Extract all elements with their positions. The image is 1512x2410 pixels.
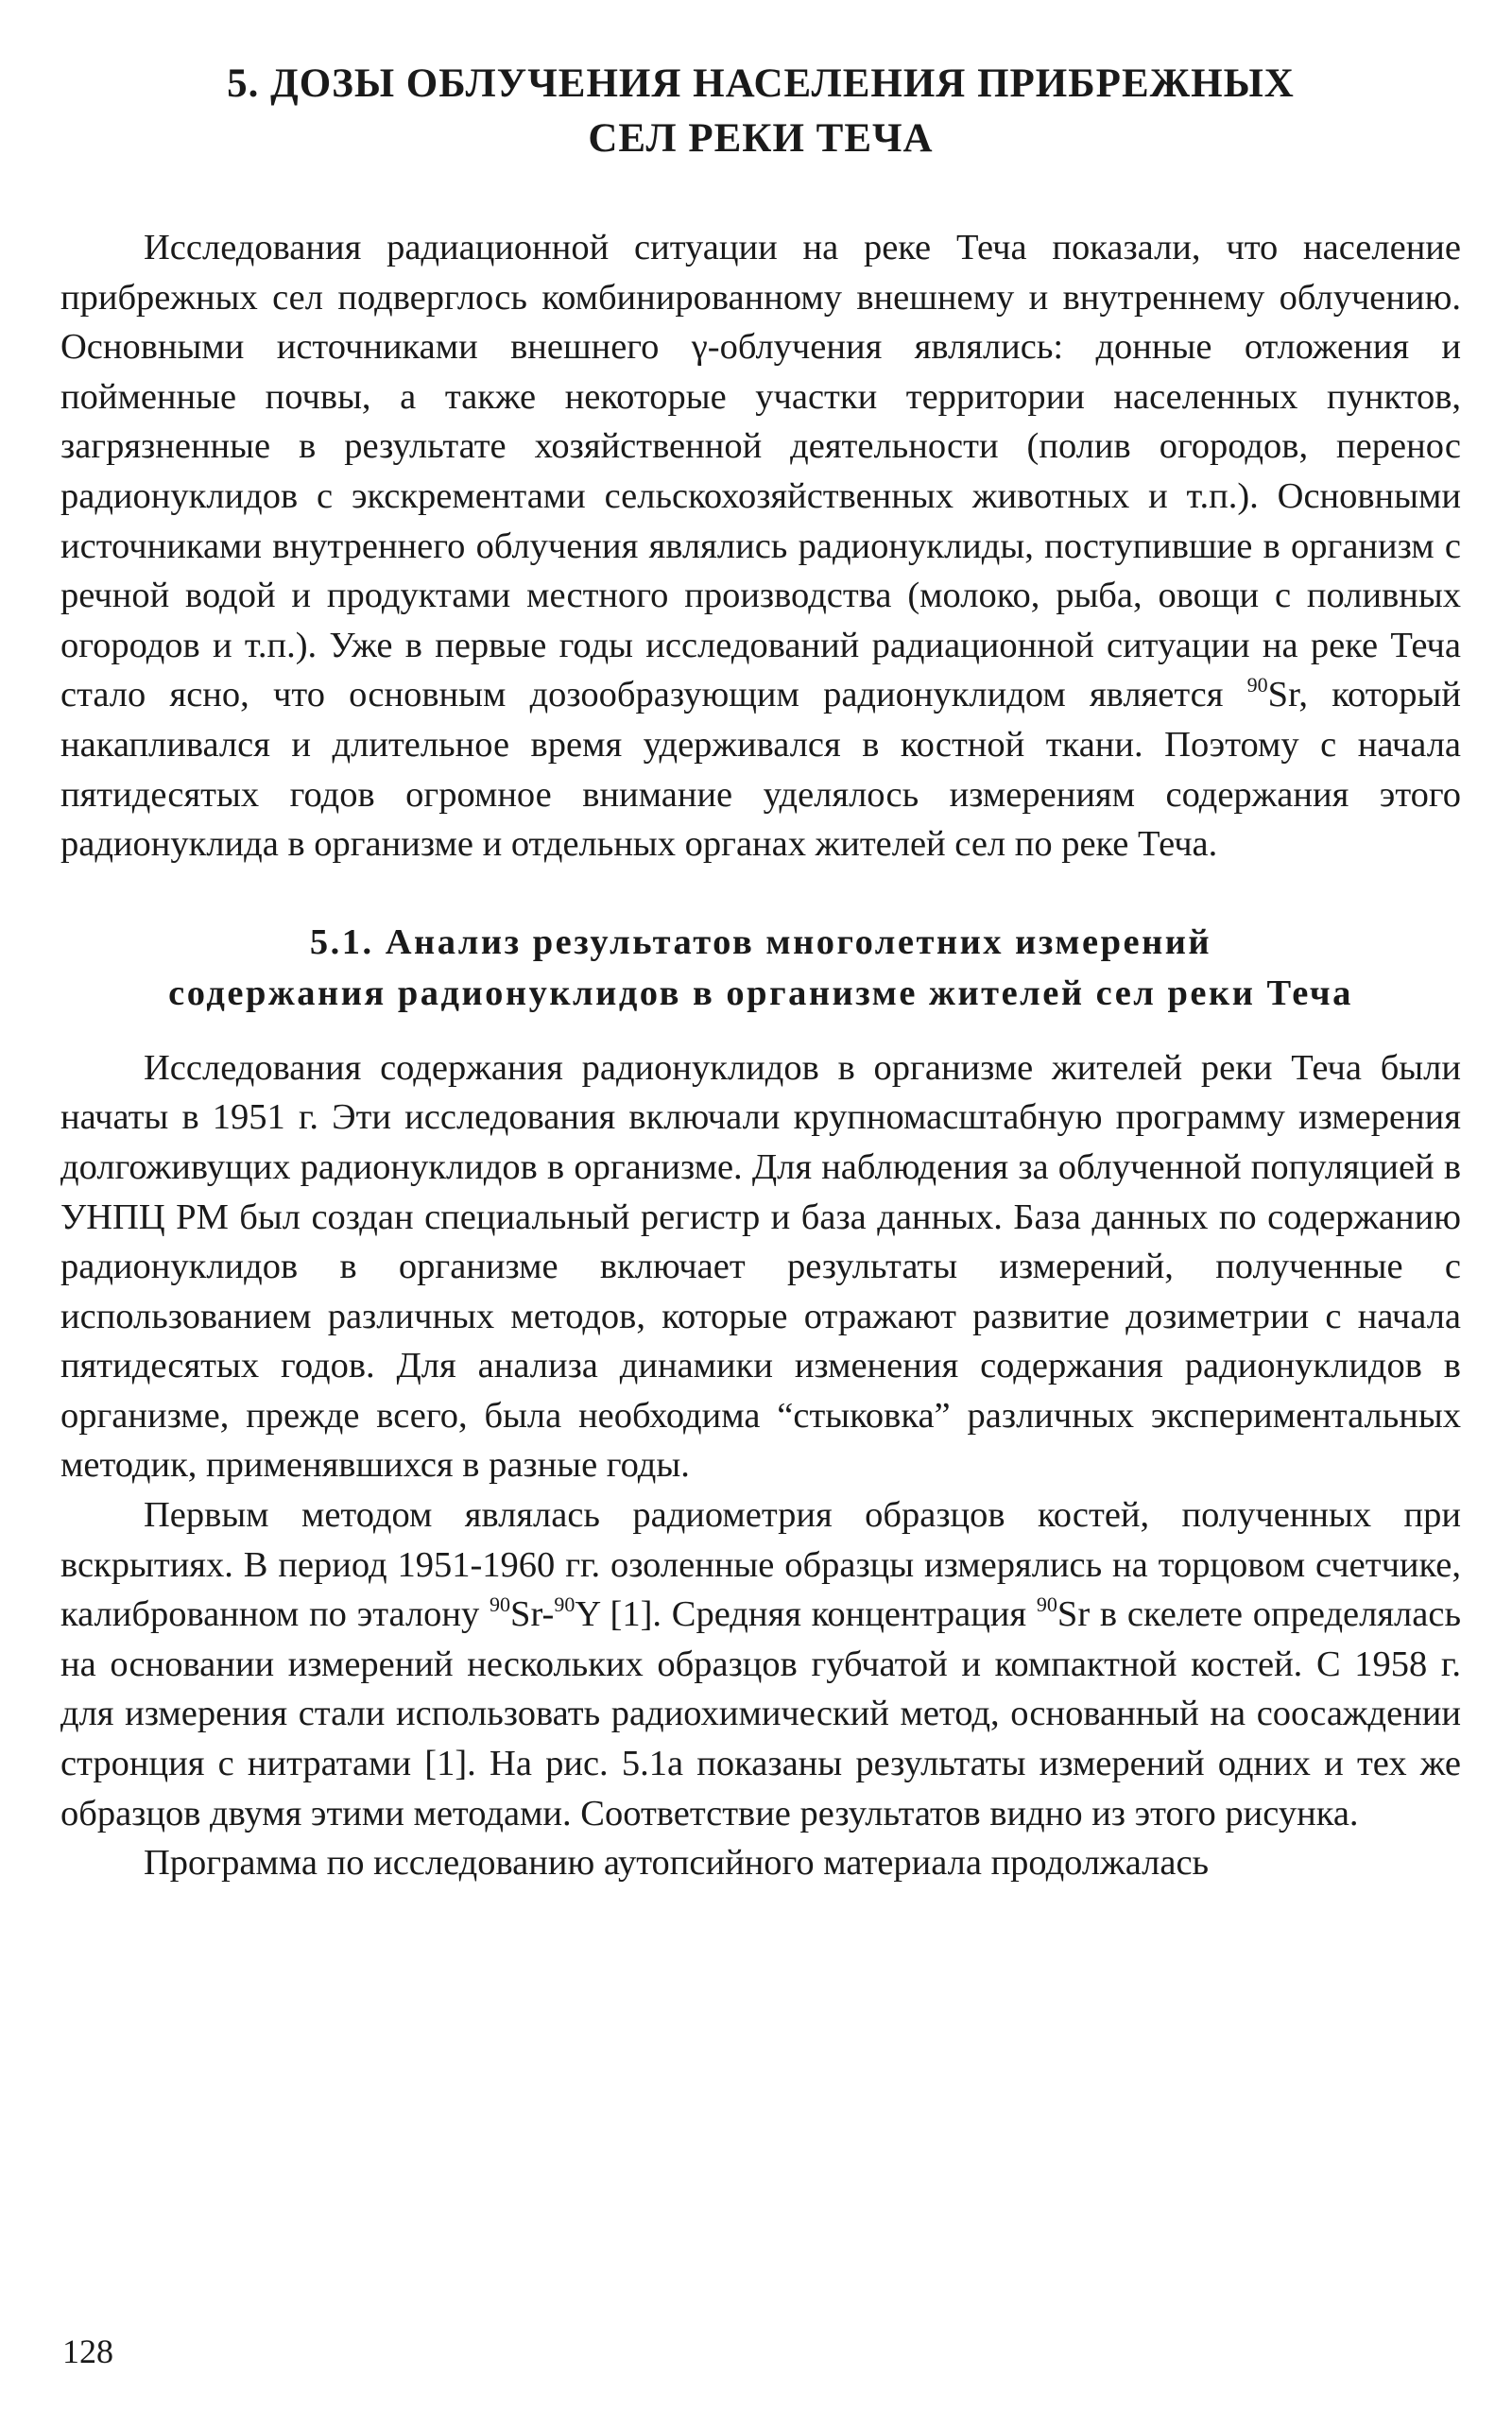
isotope-mass-number: 90 (554, 1592, 576, 1617)
section-paragraph-1: Исследования содержания радионуклидов в организме жителей реки Теча были начаты в 1951 г. Эти исследования включали крупномасштабную программу измерения долгоживущих радионуклидов в организме. Для наблюдения за облученной популяцией в УНПЦ РМ был создан специальный регистр и база данных. База данных по содержанию радионуклидов в организме включает результаты измерений, полученные с использованием различных методов, которые отражают развитие дозиметрии с начала пятидесятых годов. Для анализа динамики изменения содержания радионуклидов в организме, прежде всего, была необходима “стыковка” различных экспериментальных методик, применявшихся в разные годы. (60, 1047, 1461, 1486)
isotope-mass-number: 90 (1036, 1592, 1057, 1617)
section-5-1-title (60, 917, 1461, 1019)
paragraph-2-text-part-1: Первым методом являлась радиометрия образцов костей, полученных при вскрытиях. В период 1951-1960 гг. озоленные образцы измерялись на торцовом счетчике, калиброванном по эталону (60, 1495, 1461, 1635)
section-paragraph-2 (60, 1490, 1461, 1838)
chapter-title-line-2: СЕЛ РЕКИ ТЕЧА (588, 116, 934, 161)
document-page (60, 57, 1461, 1888)
section-title-line-1: 5.1. Анализ результатов многолетних измерений (309, 921, 1212, 962)
isotope-mass-number: 90 (1246, 673, 1268, 697)
intro-paragraph (60, 223, 1461, 869)
paragraph-2-text-part-3: Y [1]. Средняя концентрация (575, 1594, 1037, 1635)
paragraph-2-text-part-4: Sr в скелете определялась на основании измерений нескольких образцов губчатой и компактной костей. С 1958 г. для измерения стали использовать радиохимический метод, основанный на соосаждении стронция с нитратами [1]. На рис. 5.1а показаны результаты измерений одних и тех же образцов двумя этими методами. Соответствие результатов видно из этого рисунка. (60, 1594, 1462, 1833)
paragraph-2-text-part-2: Sr- (510, 1594, 555, 1635)
section-paragraph-3: Программа по исследованию аутопсийного материала продолжалась (144, 1843, 1210, 1884)
intro-text-part-2: Sr, который накапливался и длительное время удерживался в костной ткани. Поэтому с начала пятидесятых годов огромное внимание уделялось измерениям содержания этого радионуклида в организме и отдельных органах жителей сел по реке Теча. (60, 675, 1461, 865)
isotope-mass-number: 90 (490, 1592, 511, 1617)
intro-text-part-1: Исследования радиационной ситуации на реке Теча показали, что население прибрежных сел подверглось комбинированному внешнему и внутреннему облучению. Основными источниками внешнего γ-облучения являлись: донные отложения и пойменные почвы, а также некоторые участки территории населенных пунктов, загрязненные в результате хозяйственной деятельности (полив огородов, перенос радионуклидов с экскрементами сельскохозяйственных животных и т.п.). Основными источниками внутреннего облучения являлись радионуклиды, поступившие в организм с речной водой и продуктами местного производства (молоко, рыба, овощи с поливных огородов и т.п.). Уже в первые годы исследований радиационной ситуации на реке Теча стало ясно, что основным дозообразующим радионуклидом является (60, 228, 1461, 715)
page-number: 128 (62, 2333, 113, 2370)
chapter-title-line-1: 5. ДОЗЫ ОБЛУЧЕНИЯ НАСЕЛЕНИЯ ПРИБРЕЖНЫХ (227, 61, 1295, 106)
section-title-line-2: содержания радионуклидов в организме жителей сел реки Теча (168, 973, 1353, 1013)
chapter-title (60, 57, 1461, 166)
